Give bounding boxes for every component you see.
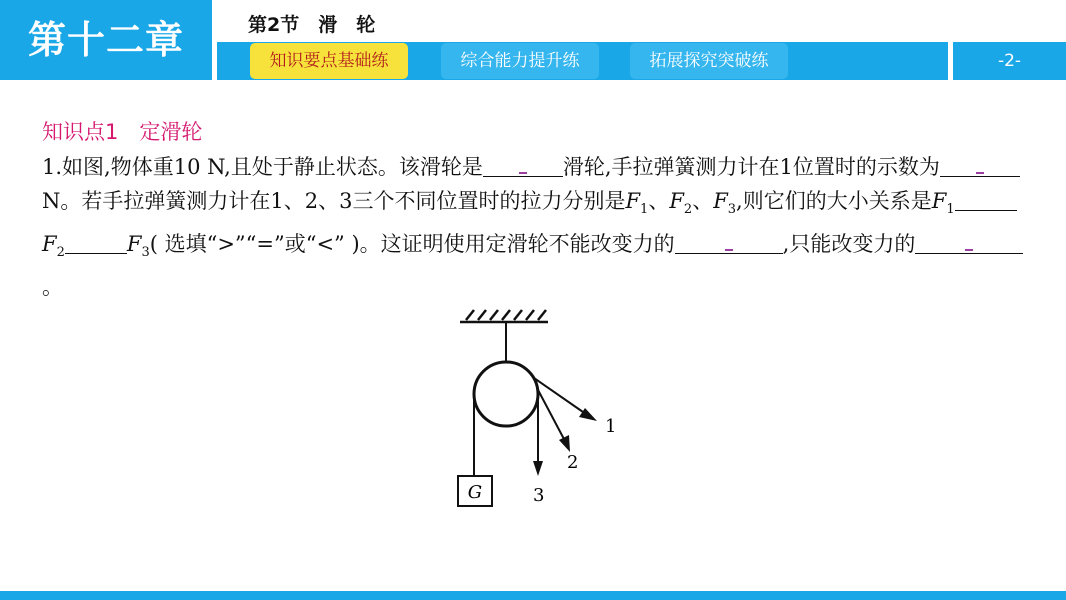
arrow-3 xyxy=(533,461,543,476)
knowledge-point-title: 知识点1 定滑轮 xyxy=(42,120,203,144)
ceiling-mount xyxy=(460,310,548,322)
question-text: N。若手拉弹簧测力计在1、2、3三个不同位置时的拉力分别是 xyxy=(42,189,626,213)
question-text: ,只能改变力的 xyxy=(782,232,916,257)
symbol-f: F xyxy=(931,189,947,213)
chapter-title: 第十二章 xyxy=(0,0,212,80)
section-title: 第2节 滑 轮 xyxy=(248,14,376,36)
position-label-2: 2 xyxy=(567,452,579,473)
subscript: 1 xyxy=(946,202,955,218)
question-text: 1.如图,物体重10 N,且处于静止状态。该滑轮是 xyxy=(42,155,483,179)
question-text: ( 选填“>”“=”或“<” )。这证明使用定滑轮不能改变力的 xyxy=(149,232,675,257)
question-text: 滑轮,手拉弹簧测力计在1位置时的示数为 xyxy=(562,155,940,179)
answer-blank[interactable] xyxy=(65,231,127,254)
tab-basic-practice[interactable]: 知识要点基础练 xyxy=(250,43,408,79)
question-text: ,则它们的大小关系是 xyxy=(736,189,932,213)
answer-blank[interactable] xyxy=(915,231,1023,254)
symbol-f: F xyxy=(713,189,728,213)
arrow-2 xyxy=(559,435,570,452)
answer-blank[interactable] xyxy=(940,154,1020,177)
symbol-f: F xyxy=(126,232,142,257)
bottom-bar xyxy=(0,591,1066,600)
symbol-f: F xyxy=(625,189,641,213)
answer-blank[interactable] xyxy=(483,154,563,177)
subscript: 3 xyxy=(141,245,150,261)
symbol-f: F xyxy=(42,232,57,257)
pulley-figure xyxy=(440,306,640,516)
weight-label: G xyxy=(467,482,483,503)
tab-comprehensive-practice[interactable]: 综合能力提升练 xyxy=(441,43,599,79)
answer-blank[interactable] xyxy=(675,231,783,254)
page-number: -2- xyxy=(953,42,1066,80)
position-label-3: 3 xyxy=(533,485,545,506)
tab-extension-practice[interactable]: 拓展探究突破练 xyxy=(630,43,788,79)
subscript: 3 xyxy=(727,202,737,218)
symbol-f: F xyxy=(669,189,684,213)
subscript: 2 xyxy=(56,245,65,261)
subscript: 1 xyxy=(640,202,649,218)
separator: 、 xyxy=(648,189,670,213)
pulley-wheel xyxy=(474,362,538,426)
question-1 xyxy=(42,150,1032,304)
separator: 、 xyxy=(692,189,714,213)
question-text: 。 xyxy=(42,275,63,300)
position-label-1: 1 xyxy=(605,416,617,437)
answer-blank[interactable] xyxy=(955,188,1017,211)
subscript: 2 xyxy=(683,202,693,218)
